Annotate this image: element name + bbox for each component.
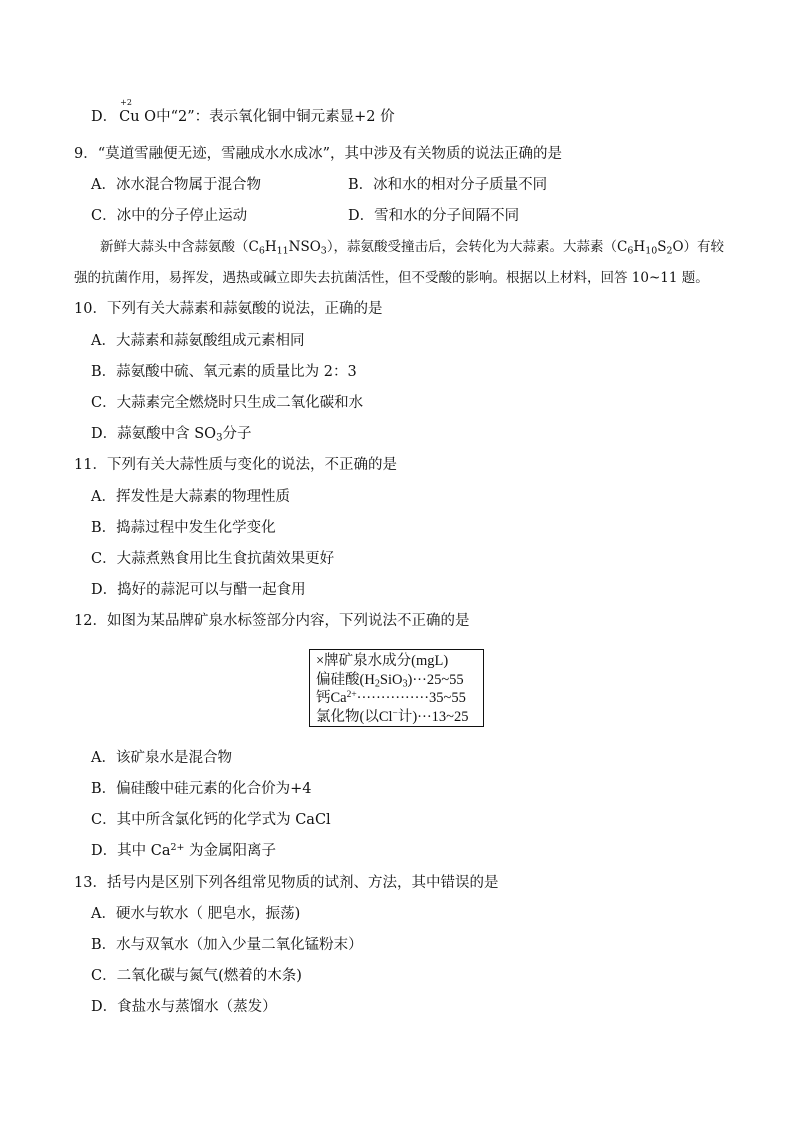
valence-mark: +2 — [120, 98, 132, 107]
reading-passage: 新鲜大蒜头中含蒜氨酸$(C_6H_{11}NSO_3)$，蒜氨酸受撞击后，会转化为大蒜素。大蒜素$(C_6H_{10}S_2O)$有较强的抗菌作用，易挥发，遇热或碱立即失去抗菌活性，但不受酸的影响。根据以上材料，回答 10~11 题。 — [74, 239, 725, 286]
label-silicic-acid: 偏硅酸$(H_2SiO_3)\cdot\cdot\cdot 25\sim 55$ — [316, 671, 464, 690]
q12-option-b[interactable]: B．偏硅酸中硅元素的化合价为+4 — [91, 781, 312, 797]
q11-option-a[interactable]: A．挥发性是大蒜素的物理性质 — [91, 489, 290, 505]
option-letter: D． — [91, 109, 118, 125]
formula-text: Cu O — [119, 109, 157, 125]
q11-option-c[interactable]: C．大蒜煮熟食用比生食抗菌效果更好 — [91, 551, 335, 567]
copper-oxide-formula — [119, 98, 157, 127]
q12-option-a[interactable]: A．该矿泉水是混合物 — [91, 750, 232, 766]
q13-option-a[interactable]: A．硬水与软水（ 肥皂水，振荡) — [91, 906, 301, 922]
q13-option-d[interactable]: D．食盐水与蒸馏水（蒸发） — [91, 999, 277, 1015]
q11-option-d[interactable]: D．捣好的蒜泥可以与醋一起食用 — [91, 582, 306, 598]
q10-option-a[interactable]: A．大蒜素和蒜氨酸组成元素相同 — [91, 333, 305, 349]
q10-option-c[interactable]: C．大蒜素完全燃烧时只生成二氧化碳和水 — [91, 395, 364, 411]
q11-option-b[interactable]: B．捣蒜过程中发生化学变化 — [91, 520, 276, 536]
q9-option-c[interactable]: C．冰中的分子停止运动 — [91, 208, 248, 224]
q10-option-d[interactable]: D．蒜氨酸中含 $SO_3$分子 — [91, 426, 252, 444]
option-text: 中“2”：表示氧化铜中铜元素显+2 价 — [156, 109, 395, 125]
q10-option-b[interactable]: B．蒜氨酸中硫、氧元素的质量比为 2：3 — [91, 364, 357, 380]
label-chloride: 氯化物(以Cl−计)···13~25 — [316, 708, 469, 725]
question-13-stem: 13．括号内是区别下列各组常见物质的试剂、方法，其中错误的是 — [74, 875, 499, 891]
question-12-stem: 12．如图为某品牌矿泉水标签部分内容，下列说法不正确的是 — [74, 613, 470, 629]
q9-option-b[interactable]: B．冰和水的相对分子质量不同 — [348, 177, 548, 193]
q12-option-c[interactable]: C．其中所含氯化钙的化学式为 CaCl — [91, 812, 331, 828]
q13-option-b[interactable]: B．水与双氧水（加入少量二氧化锰粉末） — [91, 937, 363, 953]
label-calcium: 钙$Ca^{2+}\cdot\cdot\cdot\cdot\cdot\cdot\cdot\cdot\cdot\cdot\cdot\cdot\cdot\cdot\cdot 35\sim 55$ — [316, 689, 466, 706]
q8-option-d — [91, 98, 395, 127]
q9-option-a[interactable]: A．冰水混合物属于混合物 — [91, 177, 261, 193]
q12-option-d[interactable]: D．其中 $Ca^{2+}$ 为金属阳离子 — [91, 841, 276, 859]
q13-option-c[interactable]: C．二氧化碳与氮气(燃着的木条) — [91, 968, 302, 984]
question-10-stem: 10．下列有关大蒜素和蒜氨酸的说法，正确的是 — [74, 301, 383, 317]
q9-option-d[interactable]: D．雪和水的分子间隔不同 — [348, 208, 520, 224]
mineral-water-label — [309, 649, 484, 727]
question-9-stem: 9．“莫道雪融便无迹，雪融成水水成冰”，其中涉及有关物质的说法正确的是 — [74, 146, 563, 162]
question-11-stem: 11．下列有关大蒜性质与变化的说法，不正确的是 — [74, 457, 397, 473]
label-title: ×牌矿泉水成分(mgL) — [316, 653, 449, 669]
